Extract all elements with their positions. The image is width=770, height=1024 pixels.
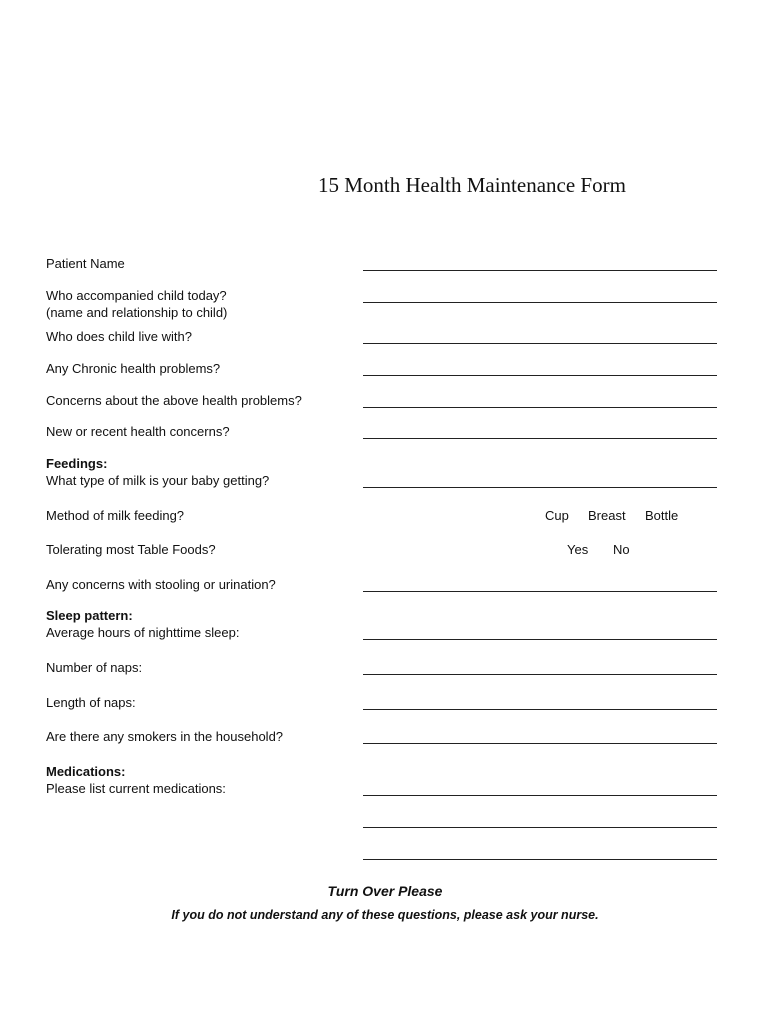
smokers-line[interactable] — [363, 743, 717, 744]
sleep-section — [46, 607, 239, 641]
num-naps-label: Number of naps: — [46, 660, 143, 675]
new-concerns-label: New or recent health concerns? — [46, 424, 230, 439]
patient-name-line[interactable] — [363, 270, 717, 271]
medications-heading: Medications: — [46, 764, 126, 779]
option-no[interactable]: No — [613, 542, 630, 557]
medications-line-1[interactable] — [363, 795, 717, 796]
medications-label: Please list current medications: — [46, 781, 226, 796]
medications-section — [46, 763, 226, 797]
accompanied-question: Who accompanied child today? — [46, 288, 227, 303]
accompanied-subtext: (name and relationship to child) — [46, 305, 228, 320]
accompanied-line[interactable] — [363, 302, 717, 303]
accompanied-label — [46, 287, 227, 321]
lives-with-line[interactable] — [363, 343, 717, 344]
stooling-label: Any concerns with stooling or urination? — [46, 577, 276, 592]
table-foods-label: Tolerating most Table Foods? — [46, 542, 216, 557]
medications-line-2[interactable] — [363, 827, 717, 828]
smokers-label: Are there any smokers in the household? — [46, 729, 284, 744]
milk-type-label: What type of milk is your baby getting? — [46, 473, 270, 488]
new-concerns-line[interactable] — [363, 438, 717, 439]
feedings-section — [46, 455, 269, 489]
option-bottle[interactable]: Bottle — [645, 508, 679, 523]
milk-type-line[interactable] — [363, 487, 717, 488]
option-cup[interactable]: Cup — [545, 508, 569, 523]
length-naps-line[interactable] — [363, 709, 717, 710]
sleep-heading: Sleep pattern: — [46, 608, 133, 623]
medications-line-3[interactable] — [363, 859, 717, 860]
chronic-problems-label: Any Chronic health problems? — [46, 361, 221, 376]
form-title: 15 Month Health Maintenance Form — [318, 173, 626, 197]
option-breast[interactable]: Breast — [588, 508, 626, 523]
patient-name-label: Patient Name — [46, 256, 125, 271]
feedings-heading: Feedings: — [46, 456, 108, 471]
length-naps-label: Length of naps: — [46, 695, 136, 710]
lives-with-label: Who does child live with? — [46, 329, 192, 344]
concerns-above-label: Concerns about the above health problems? — [46, 393, 302, 408]
concerns-above-line[interactable] — [363, 407, 717, 408]
chronic-problems-line[interactable] — [363, 375, 717, 376]
milk-method-label: Method of milk feeding? — [46, 508, 185, 523]
num-naps-line[interactable] — [363, 674, 717, 675]
option-yes[interactable]: Yes — [567, 542, 589, 557]
footer-note: If you do not understand any of these questions, please ask your nurse. — [171, 908, 599, 922]
night-sleep-label: Average hours of nighttime sleep: — [46, 625, 240, 640]
night-sleep-line[interactable] — [363, 639, 717, 640]
stooling-line[interactable] — [363, 591, 717, 592]
turn-over-note: Turn Over Please — [327, 883, 443, 899]
